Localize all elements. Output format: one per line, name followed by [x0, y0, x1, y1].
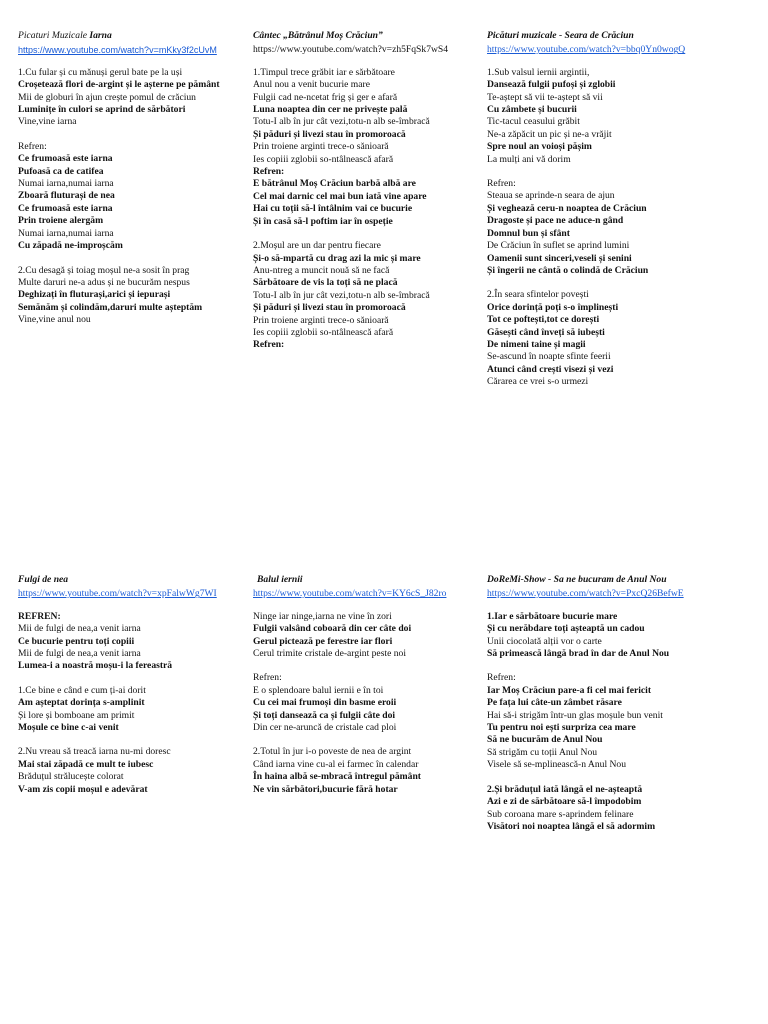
song-title-part: DoReMi-Show - Sa ne bucuram de Anul Nou — [487, 574, 667, 585]
lyric-line: Zboară fluturași de nea — [18, 190, 115, 202]
lyric-line: V-am zis copii moșul e adevărat — [18, 783, 148, 795]
lyric-line: Tic-tacul ceasului grăbit — [487, 116, 580, 128]
youtube-link[interactable]: https://www.youtube.com/watch?v=xpFalwWg7WI — [18, 588, 217, 600]
lyric-line: Tot ce poftești,tot ce dorești — [487, 314, 600, 326]
song-title — [487, 574, 719, 586]
lyric-line: Luminițe în culori se aprind de sărbători — [18, 104, 186, 116]
lyric-line: Fulgii valsând coboară din cer câte doi — [253, 623, 412, 635]
lyric-line: Vine,vine anul nou — [18, 314, 91, 326]
youtube-link[interactable]: https://www.youtube.com/watch?v=bbq0Yn0wogQ — [487, 44, 686, 56]
lyric-line: Găsești când înveți să iubești — [487, 326, 605, 338]
lyric-line: Ne-a zăpăcit un pic și ne-a vrăjit — [487, 128, 612, 140]
lyric-line: Te-aștept să vii te-aștept să vii — [487, 91, 603, 103]
lyric-line: Cu zâmbete și bucurii — [487, 104, 577, 116]
verse-2 — [487, 289, 719, 388]
lyric-line: Să primească lângă brad în dar de Anul Nou — [487, 648, 670, 660]
lyric-line: Prin troiene arginti trece-o sănioară — [253, 141, 389, 153]
lyric-line: Să strigăm cu toții Anul Nou — [487, 746, 598, 758]
lyric-line: Mii de fulgi de nea,a venit iarna — [18, 623, 141, 635]
lyric-line: Totu-I alb în jur cât vezi,totu-n alb se-îmbracă — [253, 289, 430, 301]
lyric-line: Croșetează flori de-argint și le așterne pe pământ — [18, 79, 220, 91]
verse-1 — [253, 67, 485, 228]
youtube-link[interactable]: https://www.youtube.com/watch?v=mKky3f2cUvM — [18, 45, 217, 56]
verse-1 — [487, 611, 719, 661]
lyric-line: Refren: — [253, 166, 285, 178]
song-title-part: Picaturi Muzicale — [18, 30, 90, 41]
song-title — [18, 30, 250, 42]
lyric-line: Tu pentru noi ești surpriza cea mare — [487, 722, 636, 734]
verse-1 — [253, 611, 485, 661]
lyric-line: Deghizați în fluturași,arici și iepurași — [18, 289, 171, 301]
lyric-line: Visele să se-mplinească-n Anul Nou — [487, 759, 627, 771]
lyric-line: 2.Totul în jur i-o poveste de nea de argint — [253, 746, 412, 758]
lyric-line: Și-o să-mpartă cu drag azi la mic și mare — [253, 252, 421, 264]
lyric-line: Prin troiene alergăm — [18, 215, 104, 227]
lyric-line: Unii ciocolată alții vor o carte — [487, 635, 602, 647]
youtube-link[interactable]: https://www.youtube.com/watch?v=zh5FqSk7wS4 — [253, 44, 449, 56]
lyric-line: Cu cei mai frumoși din basme eroii — [253, 697, 397, 709]
lyric-line: Cu zăpadă ne-improșcăm — [18, 240, 123, 252]
song-column-1 — [18, 30, 250, 339]
song-column-2 — [253, 30, 485, 364]
lyric-line: Hai să-i strigăm într-un glas moșule bun venit — [487, 709, 663, 721]
song-column-3 — [487, 30, 719, 401]
lyric-line: Pufoasă ca de catifea — [18, 165, 104, 177]
lyric-line: Când iarna vine cu-al ei farmec în calendar — [253, 758, 419, 770]
lyric-line: Ninge iar ninge,iarna ne vine în zori — [253, 610, 392, 622]
lyric-line: Mii de globuri în ajun crește pomul de crăciun — [18, 91, 196, 103]
lyric-line: Mii de fulgi de nea,a venit iarna — [18, 648, 141, 660]
lyric-line: Dragoste și pace ne aduce-n gând — [487, 215, 624, 227]
lyric-line: Pe fața lui câte-un zâmbet răsare — [487, 697, 622, 709]
lyric-line: Visători noi noaptea lângă el să adormim — [487, 820, 656, 832]
lyric-line: Refren: — [253, 339, 285, 351]
verse-1 — [18, 67, 250, 129]
lyric-line: Ne vin sărbători,bucurie fără hotar — [253, 783, 398, 795]
refrain — [487, 672, 719, 771]
verse-2 — [18, 746, 250, 796]
lyric-line: Oamenii sunt sinceri,veseli și senini — [487, 252, 632, 264]
lyric-line: Dansează fulgii pufoși și zglobii — [487, 79, 616, 91]
song-title — [253, 574, 485, 586]
song-column-6 — [487, 574, 719, 845]
lyric-line: Și toți dansează ca și fulgii câte doi — [253, 709, 396, 721]
lyric-line: REFREN: — [18, 610, 61, 622]
lyric-line: Prin troiene arginti trece-o sănioară — [253, 314, 389, 326]
lyric-line: Și veghează ceru-n noaptea de Crăciun — [487, 202, 647, 214]
youtube-link[interactable]: https://www.youtube.com/watch?v=PxcQ26BefwE — [487, 588, 684, 600]
lyric-line: Ce frumoasă este iarna — [18, 202, 113, 214]
lyric-line: 1.Ce bine e când e cum ți-ai dorit — [18, 684, 146, 696]
song-column-4 — [18, 574, 250, 808]
verse-2 — [18, 265, 250, 327]
lyric-line: Gerul pictează pe ferestre iar flori — [253, 635, 393, 647]
lyric-line: Cărarea ce vrei s-o urmezi — [487, 376, 589, 388]
refrain — [253, 672, 485, 734]
lyric-line: Ce bucurie pentru toți copiii — [18, 635, 135, 647]
lyric-line: Anul nou a venit bucurie mare — [253, 79, 370, 91]
lyric-line: Totu-I alb în jur cât vezi,totu-n alb se-îmbracă — [253, 116, 430, 128]
lyric-line: Și lore și bomboane am primit — [18, 709, 135, 721]
lyric-line: Fulgii cad ne-ncetat frig și ger e afară — [253, 91, 398, 103]
lyric-line: Refren: — [487, 178, 516, 190]
lyric-line: 2.Cu desagă și toiag moșul ne-a sosit în prag — [18, 264, 190, 276]
lyric-line: Să ne bucurăm de Anul Nou — [487, 734, 603, 746]
lyric-line: Iar Moș Crăciun pare-a fi cel mai fericit — [487, 684, 652, 696]
lyric-line: Și îngerii ne cântă o colindă de Crăciun — [487, 264, 649, 276]
lyric-line: 2.În seara sfintelor povești — [487, 289, 589, 301]
lyric-line: Mai stai zăpadă ce mult te iubesc — [18, 758, 154, 770]
lyric-line: În haina albă se-mbracă întregul pământ — [253, 771, 421, 783]
song-title — [487, 30, 719, 42]
lyric-line: 1.Timpul trece grăbit iar e sărbătoare — [253, 66, 395, 78]
lyric-line: 1.Iar e sărbătoare bucurie mare — [487, 610, 618, 622]
lyric-line: Azi e zi de sărbătoare să-l împodobim — [487, 796, 642, 808]
lyric-line: Numai iarna,numai iarna — [18, 178, 114, 190]
lyric-line: Lumea-i a noastră moșu-i la fereastră — [18, 660, 173, 672]
lyric-line: Spre noul an voioși pășim — [487, 141, 592, 153]
lyric-line: Ce frumoasă este iarna — [18, 153, 113, 165]
lyric-line: Refren: — [253, 672, 282, 684]
lyric-line: Cel mai darnic cel mai bun iată vine apare — [253, 190, 427, 202]
lyric-line: Sărbătoare de vis la toți să ne placă — [253, 277, 398, 289]
song-title — [253, 30, 485, 42]
lyric-line: La mulți ani vă dorim — [487, 153, 571, 165]
lyric-line: Cerul trimite cristale de-argint peste noi — [253, 648, 407, 660]
lyric-line: Ies copiii zglobii so-ntâlnească afară — [253, 326, 394, 338]
lyric-line: Și cu nerăbdare toți așteaptă un cadou — [487, 623, 645, 635]
lyric-line: De nimeni taine și magii — [487, 338, 586, 350]
verse-1 — [487, 67, 719, 166]
lyric-line: 2.Și brăduțul iată lângă el ne-așteaptă — [487, 783, 643, 795]
lyric-line: 2.Moșul are un dar pentru fiecare — [253, 240, 381, 252]
refrain — [18, 611, 250, 673]
lyric-line: Refren: — [18, 140, 47, 152]
lyric-line: Multe daruri ne-a adus și ne bucurăm nespus — [18, 276, 190, 288]
lyric-line: Și păduri și livezi stau în promoroacă — [253, 302, 406, 314]
song-title-part: Cântec „Bătrânul Moș Crăciun” — [253, 30, 383, 41]
lyric-line: Numai iarna,numai iarna — [18, 227, 114, 239]
song-title — [18, 574, 250, 586]
verse-2 — [253, 746, 485, 796]
lyric-line: Anu-ntreg a muncit nouă să ne facă — [253, 264, 390, 276]
lyric-line: Brăduțul strălucește colorat — [18, 771, 124, 783]
refrain — [487, 178, 719, 277]
lyric-line: Luna noaptea din cer ne privește pală — [253, 104, 408, 116]
lyric-line: Și păduri și livezi stau în promoroacă — [253, 128, 406, 140]
lyric-line: Steaua se aprinde-n seara de ajun — [487, 190, 615, 202]
lyric-line: E o splendoare balul iernii e în toi — [253, 684, 384, 696]
lyric-line: Semănăm și colindăm,daruri multe așteptăm — [18, 301, 203, 313]
verse-2 — [487, 784, 719, 834]
lyric-line: Din cer ne-aruncă de cristale cad ploi — [253, 722, 397, 734]
lyric-line: Atunci când crești visezi și vezi — [487, 363, 614, 375]
lyric-line: Și în casă să-l poftim iar în ospeție — [253, 215, 393, 227]
lyric-line: Hai cu toții să-l întâlnim vai ce bucurie — [253, 203, 413, 215]
verse-1 — [18, 685, 250, 735]
lyric-line: De Crăciun în suflet se aprind lumini — [487, 240, 630, 252]
lyric-line: Domnul bun și sfânt — [487, 227, 570, 239]
song-title-part: Fulgi de nea — [18, 574, 69, 585]
song-column-5 — [253, 574, 485, 808]
song-title-part: Picături muzicale - Seara de Crăciun — [487, 30, 634, 41]
lyric-line: E bătrânul Moș Crăciun barbă albă are — [253, 178, 416, 190]
lyric-line: Orice dorință poți s-o împlinești — [487, 301, 619, 313]
youtube-link[interactable]: https://www.youtube.com/watch?v=KY6cS_J82ro — [253, 588, 447, 600]
verse-2 — [253, 240, 485, 352]
lyric-line: Ies copiii zglobii so-ntâlnească afară — [253, 153, 394, 165]
lyric-line: Refren: — [487, 672, 516, 684]
lyric-line: 1.Sub valsul iernii argintii, — [487, 66, 590, 78]
lyric-line: Sub coroana mare s-aprindem felinare — [487, 808, 634, 820]
lyric-line: 2.Nu vreau să treacă iarna nu-mi doresc — [18, 746, 171, 758]
lyric-line: Am așteptat dorința s-amplinit — [18, 697, 145, 709]
song-title-part: Iarna — [89, 30, 112, 41]
lyric-line: 1.Cu fular și cu mănuși gerul bate pe la uși — [18, 66, 183, 78]
lyric-line: Se-ascund în noapte sfinte feerii — [487, 351, 611, 363]
lyric-line: Vine,vine iarna — [18, 116, 77, 128]
song-title-part: Balul iernii — [257, 574, 303, 585]
lyric-line: Moșule ce bine c-ai venit — [18, 722, 119, 734]
refrain — [18, 141, 250, 253]
